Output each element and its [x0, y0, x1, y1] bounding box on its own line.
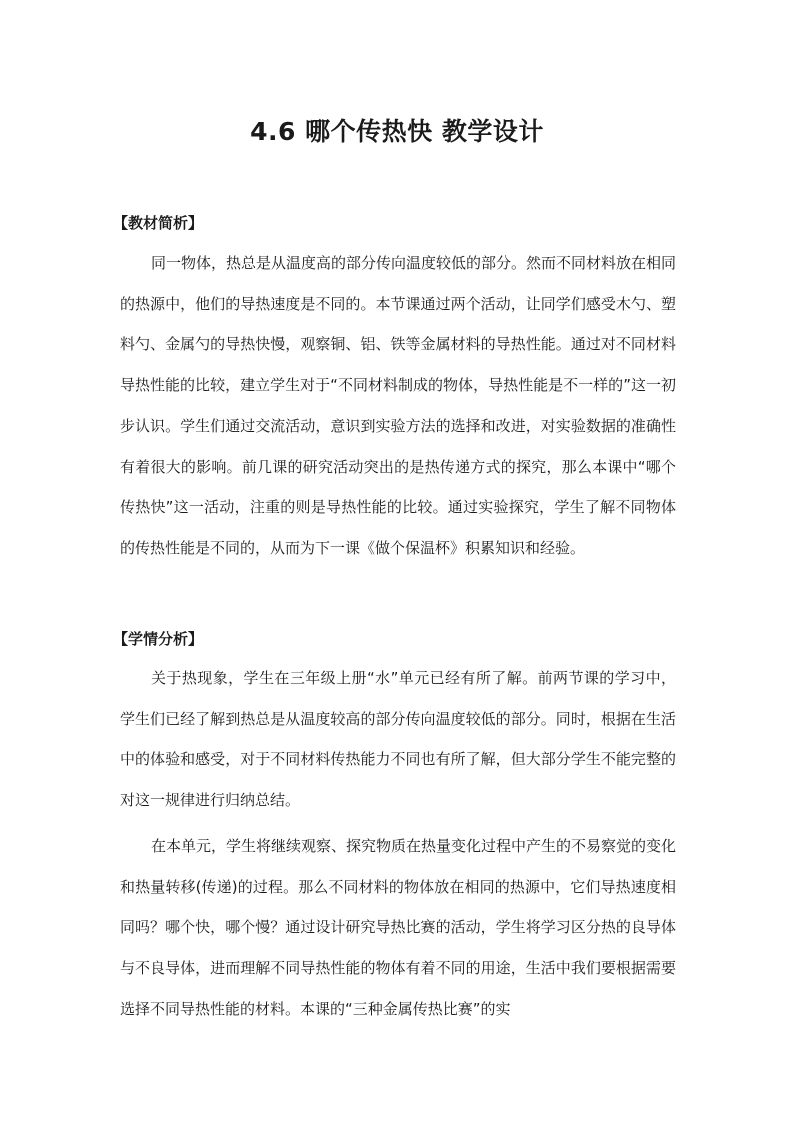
paragraph-student-analysis-1: 关于热现象，学生在三年级上册“水”单元已经有所了解。前两节课的学习中，学生们已经了解到热总是从温度较高的部分传向温度较低的部分。同时，根据在生活中的体验和感受，对于不同材料传热能力不同也有所了解，但大部分学生不能完整的对这一规律进行归纳总结。: [120, 669, 676, 810]
document-title: 4.6 哪个传热快 教学设计: [250, 117, 544, 146]
section-heading-textbook-analysis: 【教材简析】: [113, 214, 204, 232]
section-heading-student-analysis: 【学情分析】: [113, 630, 204, 648]
paragraph-textbook-analysis: 同一物体，热总是从温度高的部分传向温度较低的部分。然而不同材料放在相同的热源中，他们的导热速度是不同的。本节课通过两个活动，让同学们感受木勺、塑料勺、金属勺的导热快慢，观察铜、铝、铁等金属材料的导热性能。通过对不同材料导热性能的比较，建立学生对于“不同材料制成的物体，导热性能是不一样的”这一初步认识。学生们通过交流活动，意识到实验方法的选择和改进，对实验数据的准确性有着很大的影响。前几课的研究活动突出的是热传递方式的探究，那么本课中“哪个传热快”这一活动，注重的则是导热性能的比较。通过实验探究，学生了解不同物体的传热性能是不同的，从而为下一课《做个保温杯》积累知识和经验。: [120, 254, 677, 557]
paragraph-student-analysis-2: 在本单元，学生将继续观察、探究物质在热量变化过程中产生的不易察觉的变化和热量转移(传递)的过程。那么不同材料的物体放在相同的热源中，它们导热速度相同吗？哪个快，哪个慢？通过设计研究导热比赛的活动，学生将学习区分热的良导体与不良导体，进而理解不同导热性能的物体有着不同的用途，生活中我们要根据需要选择不同导热性能的材料。本课的“三种金属传热比赛”的实: [120, 837, 677, 1018]
